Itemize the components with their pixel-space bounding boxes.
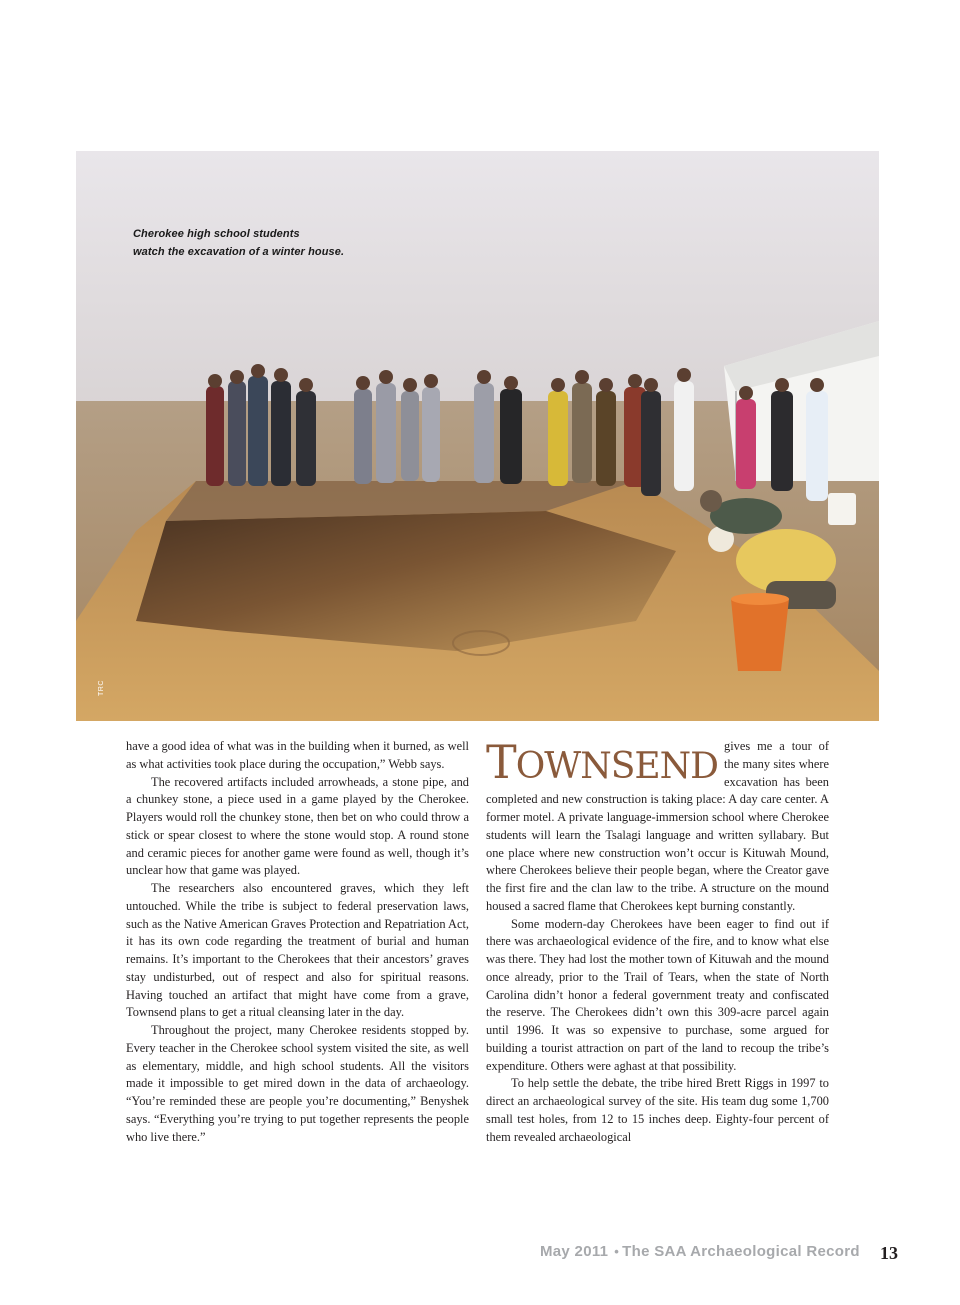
photo-caption [133,225,344,261]
page-number: 13 [880,1243,898,1263]
paragraph: The researchers also encountered graves, which they left untouched. While the tribe is subject to federal preservation laws, such as the Native American Graves Protection and Repatriation Act, it has its own code regarding the treatment of burial and human remains. It’s important to the Cherokees that their ancestors’ graves stay undisturbed, out of respect and also for spiritual reasons. Having touched an artifact that might have come from a grave, Townsend plans to get a ritual cleansing later in the day. [126,881,469,1020]
running-footer [540,1243,860,1260]
footer-bullet: • [614,1244,620,1259]
caption-line-2: watch the excavation of a winter house. [133,246,345,258]
paragraph: gives me a tour of the many sites where excavation has been completed and new construction is taking place: A day care center. A former motel. A private language-immersion school where Cherokee students will learn the Tsalagi language and written syllabary. But one place where new construction won’t occur is Kituwah Mound, where Cherokees believe their people began, where the Creator gave the first fire and the clan law to the tribe. A structure on the mound housed a sacred flame that Cherokees kept burning constantly. [486,739,829,913]
issue-date: May 2011 [540,1243,609,1260]
publication-name: The SAA Archaeological Record [622,1243,860,1260]
paragraph: Throughout the project, many Cherokee residents stopped by. Every teacher in the Cherokee school system visited the site, as well as elementary, middle, and high school students. All the visitors made it impossible to get mired down in the data of archaeology. “You’re reminded these are people you’re documenting,” Benyshek says. “Everything you’re trying to put together represents the people who live there.” [126,1023,469,1144]
drop-cap [486,735,719,789]
photo-credit: TRC [98,680,105,696]
opening-paragraph [486,735,829,916]
right-column [486,735,829,1146]
caption-line-1: Cherokee high school students [133,228,300,240]
drop-cap-initial: T [486,735,516,789]
excavation-photo [76,151,879,721]
paragraph: Some modern-day Cherokees have been eager to find out if there was archaeological evidence of the fire, and to know what else was there. They had lost the mother town of Kituwah and the mound once already, prior to the Trail of Tears, when the state of North Carolina didn’t honor a federal government treaty and confiscated the reserve. The Cherokees didn’t own this 309-acre parcel again until 1996. It was so expensive to purchase, some argued for building a tourist attraction on part of the land to recoup the tribe’s expenditure. Others were aghast at that possibility. [486,916,829,1073]
paragraph: To help settle the debate, the tribe hired Brett Riggs in 1997 to direct an archaeological survey of the site. His team dug some 1,700 small test holes, from 12 to 15 inches deep. Eighty-four percent of them revealed archaeological [486,1076,829,1144]
left-column [126,738,469,1146]
paragraph: have a good idea of what was in the building when it burned, as well as what activities took place during the occupation,” Webb says. [126,739,469,771]
drop-cap-word: OWNSEND [515,746,719,787]
paragraph: The recovered artifacts included arrowheads, a stone pipe, and a chunkey stone, a piece used in a game played by the Cherokee. Players would roll the chunkey stone, then bet on who could throw a stick or spear closest to where the stone would stop. A round stone and ceramic pieces for another game were found as well, though it’s unclear how that game was played. [126,774,469,878]
